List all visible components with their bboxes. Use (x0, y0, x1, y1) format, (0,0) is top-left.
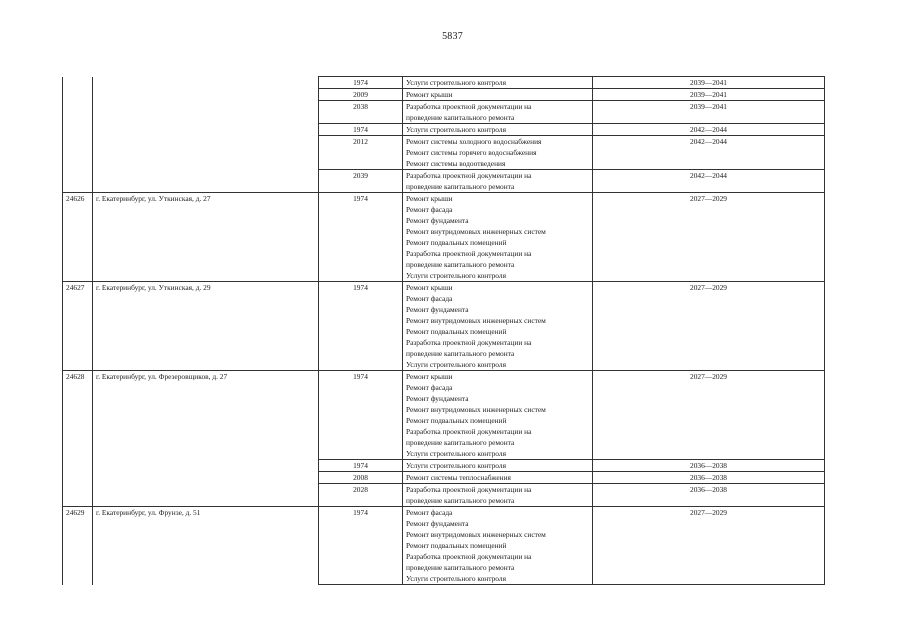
work-type-line: проведение капитального ремонта (406, 260, 515, 269)
table-body (63, 77, 825, 585)
table-row (63, 77, 825, 89)
address-cell (93, 472, 319, 484)
work-type-cell (403, 472, 593, 484)
table-row (63, 89, 825, 101)
work-type-line: Ремонт фасада (406, 294, 453, 303)
work-type-line: Ремонт системы горячего водоснабжения (406, 148, 537, 157)
work-type-line: Услуги строительного контроля (406, 449, 506, 458)
year-cell: 1974 (319, 371, 403, 460)
work-type-line: Ремонт фундамента (406, 519, 469, 528)
period-cell: 2036—2038 (593, 472, 825, 484)
year-cell: 1974 (319, 282, 403, 371)
work-type-cell (403, 77, 593, 89)
work-type-cell (403, 136, 593, 170)
table-row (63, 507, 825, 585)
work-type-line: Разработка проектной документации на (406, 102, 532, 111)
object-number-cell (63, 101, 93, 124)
year-cell: 2038 (319, 101, 403, 124)
work-type-line: Ремонт фасада (406, 383, 453, 392)
work-type-line: Ремонт фундамента (406, 394, 469, 403)
period-cell: 2039—2041 (593, 89, 825, 101)
address-cell (93, 170, 319, 193)
table-row (63, 371, 825, 460)
work-type-line: Ремонт системы теплоснабжения (406, 473, 511, 482)
object-number-cell (63, 472, 93, 484)
work-type-line: Услуги строительного контроля (406, 574, 506, 583)
work-type-line: Услуги строительного контроля (406, 360, 506, 369)
work-type-line: Ремонт крыши (406, 194, 453, 203)
year-cell: 2039 (319, 170, 403, 193)
work-type-line: Разработка проектной документации на (406, 249, 532, 258)
table-row (63, 193, 825, 282)
object-number-cell (63, 124, 93, 136)
address-cell (93, 124, 319, 136)
address-cell: г. Екатеринбург, ул. Фрунзе, д. 51 (93, 507, 319, 585)
object-number-cell (63, 460, 93, 472)
work-type-cell (403, 124, 593, 136)
object-number-cell: 24628 (63, 371, 93, 460)
address-cell: г. Екатеринбург, ул. Уткинская, д. 29 (93, 282, 319, 371)
period-cell: 2027—2029 (593, 371, 825, 460)
work-type-line: Разработка проектной документации на (406, 485, 532, 494)
period-cell: 2027—2029 (593, 193, 825, 282)
table-row (63, 101, 825, 124)
work-type-line: проведение капитального ремонта (406, 113, 515, 122)
work-type-line: Ремонт фасада (406, 205, 453, 214)
object-number-cell (63, 77, 93, 89)
work-type-line: Услуги строительного контроля (406, 125, 506, 134)
year-cell: 1974 (319, 460, 403, 472)
year-cell: 2012 (319, 136, 403, 170)
object-number-cell: 24627 (63, 282, 93, 371)
table-row (63, 282, 825, 371)
year-cell: 1974 (319, 507, 403, 585)
work-type-line: Ремонт внутридомовых инженерных систем (406, 227, 546, 236)
work-type-line: Услуги строительного контроля (406, 78, 506, 87)
table-row (63, 124, 825, 136)
table-row (63, 472, 825, 484)
work-type-line: Ремонт подвальных помещений (406, 238, 507, 247)
work-type-cell (403, 170, 593, 193)
object-number-cell (63, 136, 93, 170)
object-number-cell (63, 484, 93, 507)
table-row (63, 136, 825, 170)
object-number-cell: 24626 (63, 193, 93, 282)
period-cell: 2036—2038 (593, 484, 825, 507)
table-row (63, 484, 825, 507)
address-cell (93, 460, 319, 472)
repair-schedule-table (62, 76, 825, 585)
period-cell: 2036—2038 (593, 460, 825, 472)
period-cell: 2027—2029 (593, 507, 825, 585)
work-type-line: Ремонт подвальных помещений (406, 416, 507, 425)
work-type-line: проведение капитального ремонта (406, 438, 515, 447)
work-type-line: Ремонт крыши (406, 90, 453, 99)
period-cell: 2027—2029 (593, 282, 825, 371)
work-type-cell (403, 89, 593, 101)
work-type-line: Ремонт фасада (406, 508, 453, 517)
address-cell (93, 484, 319, 507)
period-cell: 2039—2041 (593, 101, 825, 124)
work-type-cell (403, 193, 593, 282)
work-type-line: проведение капитального ремонта (406, 496, 515, 505)
work-type-cell (403, 460, 593, 472)
work-type-line: Услуги строительного контроля (406, 461, 506, 470)
address-cell (93, 77, 319, 89)
page-number: 5837 (442, 31, 463, 42)
year-cell: 2028 (319, 484, 403, 507)
work-type-line: Разработка проектной документации на (406, 338, 532, 347)
work-type-line: Разработка проектной документации на (406, 171, 532, 180)
work-type-line: Ремонт подвальных помещений (406, 541, 507, 550)
work-type-cell (403, 371, 593, 460)
address-cell (93, 136, 319, 170)
work-type-line: Ремонт крыши (406, 372, 453, 381)
work-type-line: Ремонт подвальных помещений (406, 327, 507, 336)
year-cell: 2008 (319, 472, 403, 484)
work-type-line: Ремонт фундамента (406, 216, 469, 225)
table-row (63, 170, 825, 193)
address-cell: г. Екатеринбург, ул. Уткинская, д. 27 (93, 193, 319, 282)
work-type-line: Разработка проектной документации на (406, 427, 532, 436)
address-cell: г. Екатеринбург, ул. Фрезеровщиков, д. 27 (93, 371, 319, 460)
work-type-line: проведение капитального ремонта (406, 182, 515, 191)
work-type-line: проведение капитального ремонта (406, 349, 515, 358)
work-type-cell (403, 507, 593, 585)
work-type-line: Ремонт фундамента (406, 305, 469, 314)
work-type-line: проведение капитального ремонта (406, 563, 515, 572)
period-cell: 2042—2044 (593, 136, 825, 170)
year-cell: 1974 (319, 193, 403, 282)
work-type-line: Ремонт внутридомовых инженерных систем (406, 530, 546, 539)
address-cell (93, 89, 319, 101)
work-type-cell (403, 101, 593, 124)
year-cell: 2009 (319, 89, 403, 101)
work-type-cell (403, 282, 593, 371)
work-type-line: Ремонт внутридомовых инженерных систем (406, 316, 546, 325)
object-number-cell (63, 170, 93, 193)
period-cell: 2039—2041 (593, 77, 825, 89)
object-number-cell (63, 89, 93, 101)
table-row (63, 460, 825, 472)
year-cell: 1974 (319, 124, 403, 136)
period-cell: 2042—2044 (593, 170, 825, 193)
address-cell (93, 101, 319, 124)
work-type-line: Ремонт крыши (406, 283, 453, 292)
work-type-line: Ремонт внутридомовых инженерных систем (406, 405, 546, 414)
work-type-line: Ремонт системы водоотведения (406, 159, 506, 168)
work-type-line: Услуги строительного контроля (406, 271, 506, 280)
period-cell: 2042—2044 (593, 124, 825, 136)
work-type-cell (403, 484, 593, 507)
work-type-line: Разработка проектной документации на (406, 552, 532, 561)
object-number-cell: 24629 (63, 507, 93, 585)
work-type-line: Ремонт системы холодного водоснабжения (406, 137, 542, 146)
year-cell: 1974 (319, 77, 403, 89)
